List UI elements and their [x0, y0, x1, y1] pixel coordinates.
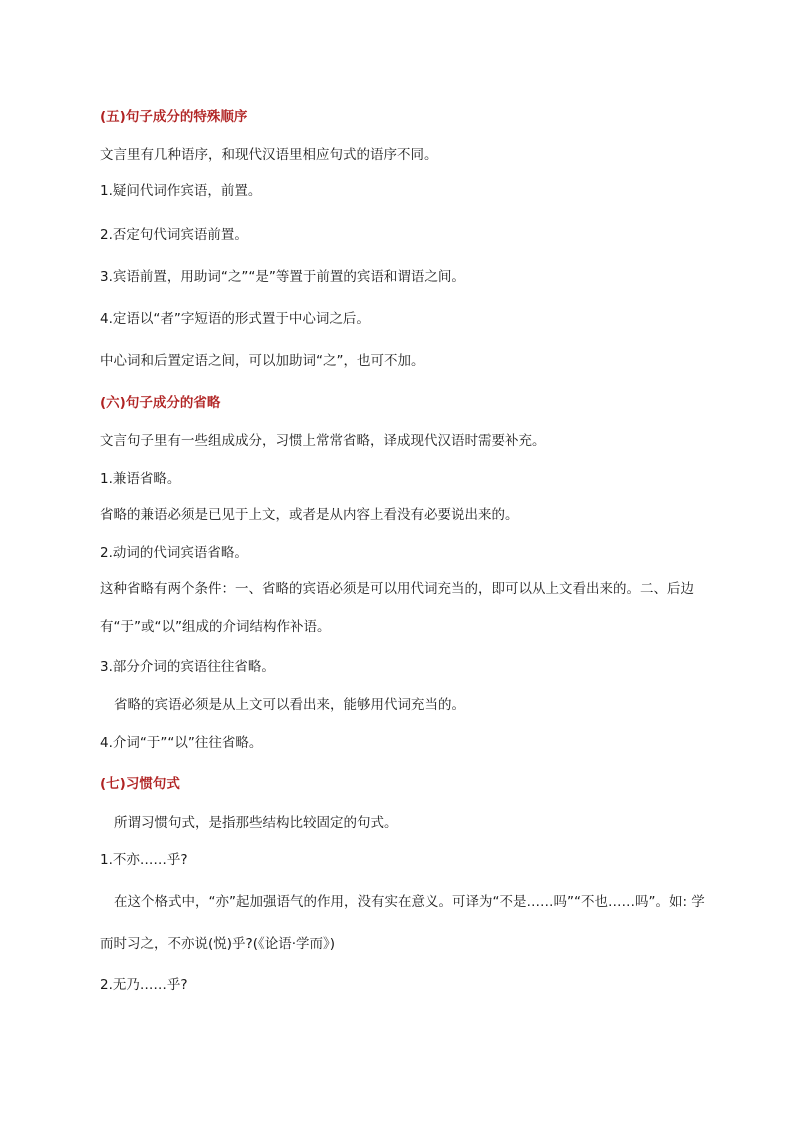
paragraph: 省略的兼语必须是已见于上文，或者是从内容上看没有必要说出来的。 [100, 507, 519, 523]
list-item: 1.不亦……乎? [100, 852, 188, 868]
paragraph: 文言里有几种语序，和现代汉语里相应句式的语序不同。 [100, 147, 438, 163]
paragraph: 所谓习惯句式，是指那些结构比较固定的句式。 [114, 815, 398, 831]
paragraph: 省略的宾语必须是从上文可以看出来，能够用代词充当的。 [114, 697, 465, 713]
paragraph: 文言句子里有一些组成成分，习惯上常常省略，译成现代汉语时需要补充。 [100, 433, 546, 449]
list-item: 2.否定句代词宾语前置。 [100, 227, 248, 243]
section-heading-6: (六)句子成分的省略 [100, 395, 221, 411]
list-item: 1.疑问代词作宾语，前置。 [100, 183, 262, 199]
list-item: 2.无乃……乎? [100, 977, 188, 993]
list-item: 4.介词“于”“以”往往省略。 [100, 735, 263, 751]
list-item: 3.宾语前置，用助词“之”“是”等置于前置的宾语和谓语之间。 [100, 269, 465, 285]
paragraph: 这种省略有两个条件：一、省略的宾语必须是可以用代词充当的，即可以从上文看出来的。二、后边 [100, 581, 694, 597]
list-item: 4.定语以“者”字短语的形式置于中心词之后。 [100, 311, 370, 327]
list-item: 1.兼语省略。 [100, 471, 181, 487]
list-item: 3.部分介词的宾语往往省略。 [100, 659, 275, 675]
list-item: 2.动词的代词宾语省略。 [100, 545, 248, 561]
paragraph: 有“于”或“以”组成的介词结构作补语。 [100, 619, 331, 635]
paragraph: 在这个格式中，“亦”起加强语气的作用，没有实在意义。可译为“不是……吗”“不也……吗”。如: 学 [114, 894, 705, 910]
paragraph: 而时习之，不亦说(悦)乎?(《论语·学而》) [100, 936, 336, 952]
section-heading-5: (五)句子成分的特殊顺序 [100, 109, 248, 125]
paragraph: 中心词和后置定语之间，可以加助词“之”，也可不加。 [100, 353, 425, 369]
section-heading-7: (七)习惯句式 [100, 776, 180, 792]
